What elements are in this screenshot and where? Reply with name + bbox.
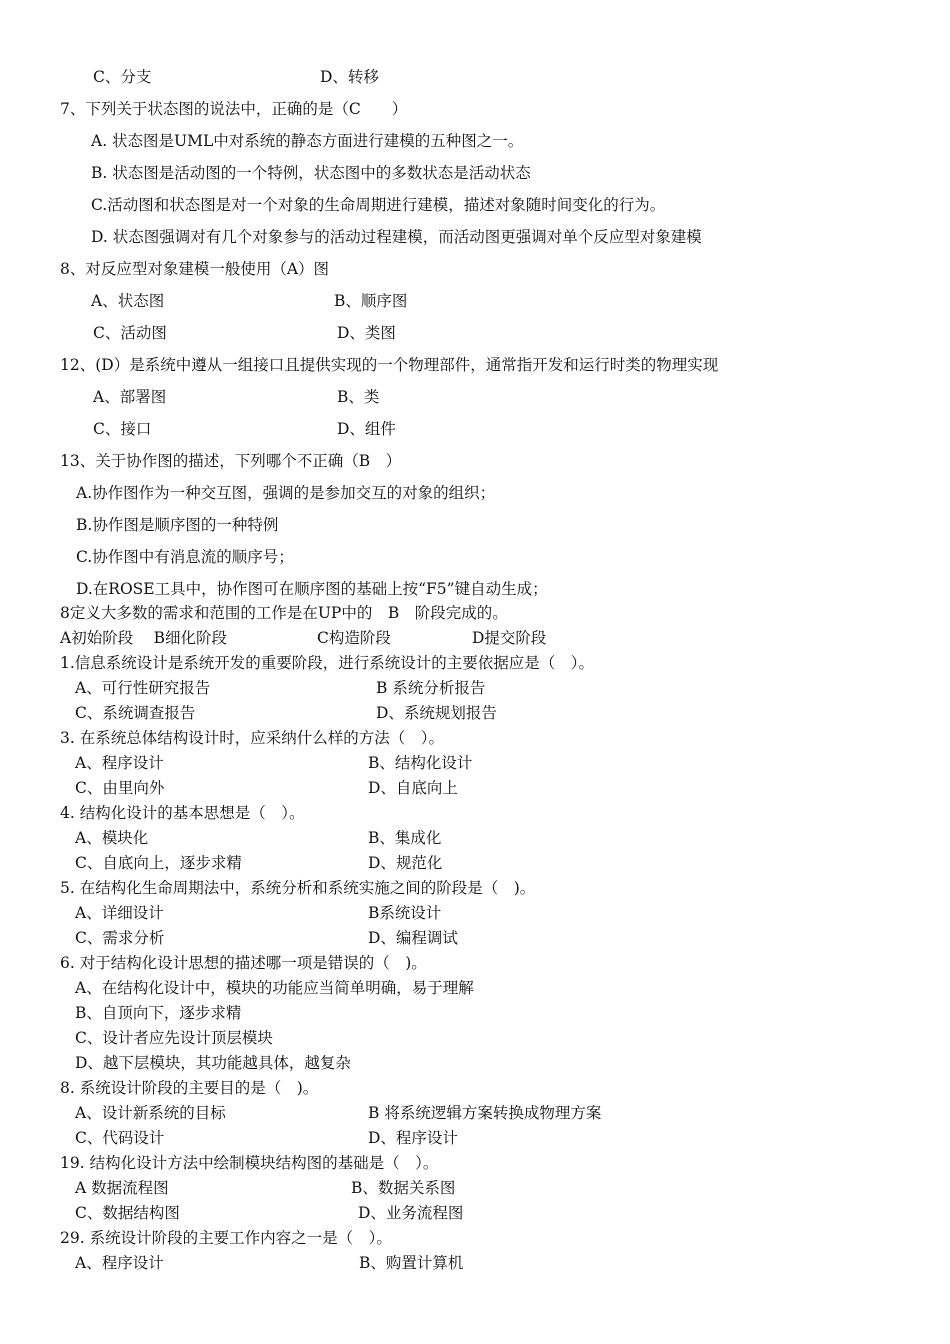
option-c: C、由里向外 — [75, 779, 165, 797]
option-a: A、程序设计 — [75, 1254, 164, 1272]
option-a: A. 状态图是UML中对系统的静态方面进行建模的五种图之一。 — [91, 132, 524, 150]
option-c: C.协作图中有消息流的顺序号； — [76, 548, 294, 566]
option-c: C、活动图 — [93, 324, 167, 342]
question-title: 19. 结构化设计方法中绘制模块结构图的基础是（ ）。 — [60, 1154, 439, 1172]
option-c: C构造阶段 — [317, 629, 391, 647]
question-title: 8、对反应型对象建模一般使用（A）图 — [60, 260, 330, 278]
option-c: C、自底向上，逐步求精 — [75, 854, 242, 872]
option-d: D提交阶段 — [472, 629, 547, 647]
question-title: 7、下列关于状态图的说法中，正确的是（C ） — [60, 100, 408, 118]
option-a: A、在结构化设计中，模块的功能应当简单明确，易于理解 — [75, 979, 474, 997]
question-title: 29. 系统设计阶段的主要工作内容之一是（ ）。 — [60, 1229, 392, 1247]
question-title: 5. 在结构化生命周期法中，系统分析和系统实施之间的阶段是（ )。 — [60, 879, 536, 897]
option-b: B、购置计算机 — [359, 1254, 464, 1272]
option-c: C、代码设计 — [75, 1129, 165, 1147]
option-d: D、类图 — [337, 324, 396, 342]
option-d: D、规范化 — [368, 854, 443, 872]
option-c: C、分支 — [93, 68, 152, 86]
option-a: A、状态图 — [91, 292, 165, 310]
option-b: B、集成化 — [368, 829, 442, 847]
option-a: A.协作图作为一种交互图，强调的是参加交互的对象的组织； — [76, 484, 496, 502]
option-d: D、转移 — [320, 68, 379, 86]
option-c: C、数据结构图 — [75, 1204, 180, 1222]
option-b: B、结构化设计 — [368, 754, 473, 772]
option-a: A、程序设计 — [75, 754, 164, 772]
option-c: C、接口 — [93, 420, 152, 438]
option-d: D、自底向上 — [368, 779, 458, 797]
option-a: A、设计新系统的目标 — [75, 1104, 226, 1122]
option-b: B系统设计 — [368, 904, 442, 922]
option-ab: A初始阶段 B细化阶段 — [60, 629, 228, 647]
option-a: A 数据流程图 — [75, 1179, 169, 1197]
option-b: B. 状态图是活动图的一个特例，状态图中的多数状态是活动状态 — [91, 164, 531, 182]
question-title: 8. 系统设计阶段的主要目的是（ )。 — [60, 1079, 319, 1097]
option-a: A、模块化 — [75, 829, 149, 847]
option-d: D.在ROSE工具中，协作图可在顺序图的基础上按“F5”键自动生成； — [76, 580, 548, 598]
question-title: 3. 在系统总体结构设计时，应采纳什么样的方法（ ）。 — [60, 729, 444, 747]
option-b: B、数据关系图 — [351, 1179, 456, 1197]
question-title: 12、(D）是系统中遵从一组接口且提供实现的一个物理部件，通常指开发和运行时类的物理实现 — [60, 356, 719, 374]
option-b: B 将系统逻辑方案转换成物理方案 — [368, 1104, 602, 1122]
option-c: C、需求分析 — [75, 929, 165, 947]
question-title: 13、关于协作图的描述，下列哪个不正确（B ） — [60, 452, 402, 470]
option-d: D、程序设计 — [368, 1129, 458, 1147]
option-b: B、顺序图 — [334, 292, 408, 310]
option-c: C、系统调查报告 — [75, 704, 196, 722]
option-b: B、自顶向下，逐步求精 — [75, 1004, 242, 1022]
option-a: A、可行性研究报告 — [75, 679, 211, 697]
option-d: D、编程调试 — [368, 929, 458, 947]
option-d: D、组件 — [337, 420, 396, 438]
option-d: D、系统规划报告 — [376, 704, 497, 722]
option-a: A、部署图 — [93, 388, 167, 406]
question-title: 6. 对于结构化设计思想的描述哪一项是错误的（ )。 — [60, 954, 427, 972]
option-c: C、设计者应先设计顶层模块 — [75, 1029, 273, 1047]
question-title: 8定义大多数的需求和范围的工作是在UP中的 B 阶段完成的。 — [60, 604, 508, 622]
option-a: A、详细设计 — [75, 904, 164, 922]
option-b: B、类 — [337, 388, 380, 406]
option-d: D、越下层模块，其功能越具体，越复杂 — [75, 1054, 351, 1072]
option-b: B 系统分析报告 — [376, 679, 486, 697]
option-d: D、业务流程图 — [358, 1204, 464, 1222]
option-d: D. 状态图强调对有几个对象参与的活动过程建模，而活动图更强调对单个反应型对象建模 — [91, 228, 702, 246]
option-b: B.协作图是顺序图的一种特例 — [76, 516, 279, 534]
option-c: C.活动图和状态图是对一个对象的生命周期进行建模，描述对象随时间变化的行为。 — [91, 196, 666, 214]
question-title: 4. 结构化设计的基本思想是（ ）。 — [60, 804, 305, 822]
question-title: 1.信息系统设计是系统开发的重要阶段，进行系统设计的主要依据应是（ ）。 — [60, 654, 595, 672]
